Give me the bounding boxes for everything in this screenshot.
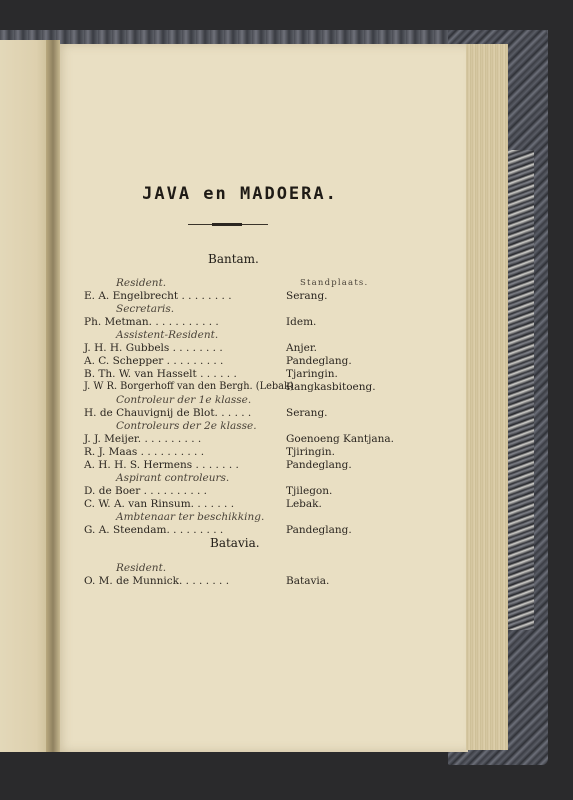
role-label: Ambtenaar ter beschikking. bbox=[116, 511, 265, 523]
entry-place: Tjiringin. bbox=[286, 446, 335, 458]
section-heading-batavia: Batavia. bbox=[210, 536, 260, 550]
entry-place: Tjaringin. bbox=[286, 368, 338, 380]
role-label: Aspirant controleurs. bbox=[116, 472, 230, 484]
section-heading-bantam: Bantam. bbox=[208, 252, 259, 266]
page-title: JAVA en MADOERA. bbox=[142, 184, 338, 204]
entry-name: H. de Chauvignij de Blot. . . . . . bbox=[84, 407, 252, 419]
role-label: Secretaris. bbox=[116, 303, 175, 315]
role-label: Assistent-Resident. bbox=[116, 329, 219, 341]
entry-name: C. W. A. van Rinsum. . . . . . . bbox=[84, 498, 235, 510]
entry-place: Pandeglang. bbox=[286, 355, 352, 367]
entry-place: Serang. bbox=[286, 290, 328, 302]
entry-name: A. H. H. S. Hermens . . . . . . . bbox=[84, 459, 239, 471]
entry-name: D. de Boer . . . . . . . . . . bbox=[84, 485, 208, 497]
role-label: Resident. bbox=[116, 277, 167, 289]
entry-name: O. M. de Munnick. . . . . . . . bbox=[84, 575, 230, 587]
entry-name: Ph. Metman. . . . . . . . . . . bbox=[84, 316, 219, 328]
entry-place: Rangkasbitoeng. bbox=[286, 381, 376, 393]
entry-name: E. A. Engelbrecht . . . . . . . . bbox=[84, 290, 232, 302]
entry-place: Tjilegon. bbox=[286, 485, 333, 497]
entry-place: Pandeglang. bbox=[286, 524, 352, 536]
role-label: Resident. bbox=[116, 562, 167, 574]
role-label: Controleur der 1e klasse. bbox=[116, 394, 252, 406]
entry-place: Batavia. bbox=[286, 575, 330, 587]
entry-name: B. Th. W. van Hasselt . . . . . . bbox=[84, 368, 237, 380]
entry-place: Lebak. bbox=[286, 498, 322, 510]
entry-place: Goenoeng Kantjana. bbox=[286, 433, 395, 445]
entry-place: Anjer. bbox=[286, 342, 318, 354]
entry-place: Pandeglang. bbox=[286, 459, 352, 471]
entry-name: G. A. Steendam. . . . . . . . . bbox=[84, 524, 224, 536]
column-header-standplaats: Standplaats. bbox=[300, 278, 369, 288]
entry-name: J. H. H. Gubbels . . . . . . . . bbox=[84, 342, 223, 354]
entry-name: J. W R. Borgerhoff van den Bergh. (Lebak) bbox=[84, 381, 294, 392]
entry-place: Serang. bbox=[286, 407, 328, 419]
title-rule-accent bbox=[212, 223, 242, 226]
entry-place: Idem. bbox=[286, 316, 317, 328]
entry-name: J. J. Meijer. . . . . . . . . . bbox=[84, 433, 202, 445]
entry-name: A. C. Schepper . . . . . . . . . bbox=[84, 355, 224, 367]
entry-name: R. J. Maas . . . . . . . . . . bbox=[84, 446, 205, 458]
role-label: Controleurs der 2e klasse. bbox=[116, 420, 257, 432]
